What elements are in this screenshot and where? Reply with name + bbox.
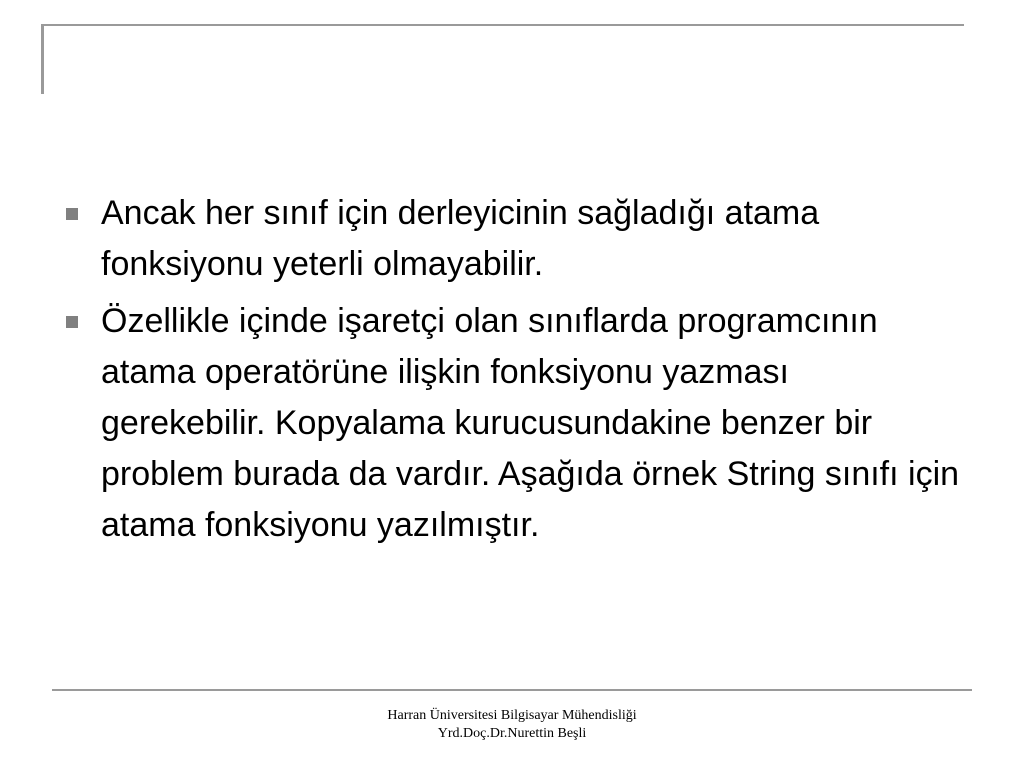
slide-frame-top-line (42, 24, 964, 26)
bullet-item-assignment-insufficient (60, 188, 960, 290)
square-bullet-icon (66, 316, 78, 328)
bullet-text: Özellikle içinde işaretçi olan sınıflarda programcının atama operatörüne ilişkin fonksiyonu yazması gerekebilir. Kopyalama kurucusundakine benzer bir problem burada da vardır. Aşağıda örnek String sınıfı için atama fonksiyonu yazılmıştır. (101, 302, 960, 544)
footer-divider (52, 689, 972, 691)
bullet-item-pointer-classes (60, 296, 960, 551)
footer-institution: Harran Üniversitesi Bilgisayar Mühendisliği (387, 708, 637, 723)
slide-content (60, 188, 960, 557)
slide-footer (0, 707, 1024, 743)
bullet-list (60, 188, 960, 551)
slide-frame-left-line (41, 24, 44, 94)
footer-author: Yrd.Doç.Dr.Nurettin Beşli (437, 726, 587, 741)
square-bullet-icon (66, 208, 78, 220)
bullet-text: Ancak her sınıf için derleyicinin sağladığı atama fonksiyonu yeterli olmayabilir. (101, 194, 820, 283)
